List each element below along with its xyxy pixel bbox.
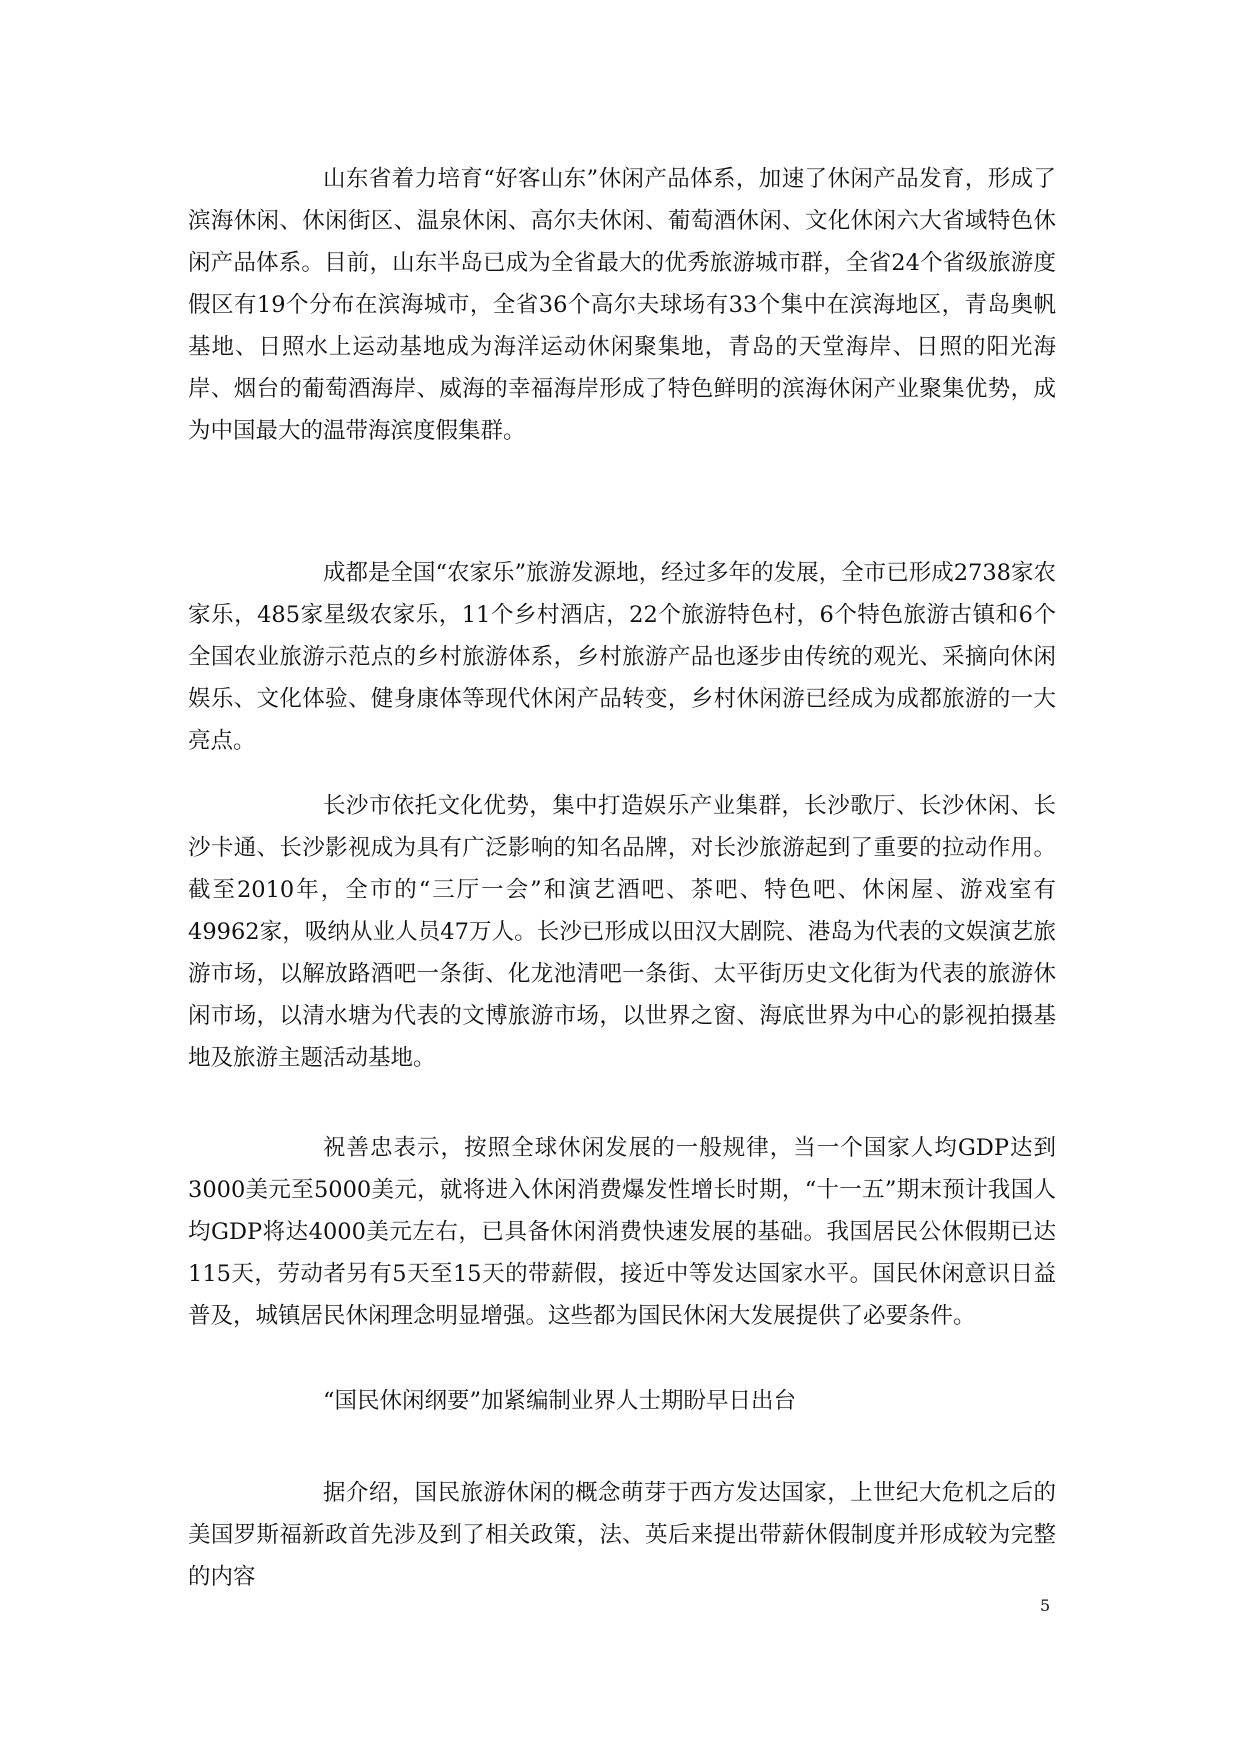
- paragraph-shandong: 山东省着力培育“好客山东”休闲产品体系，加速了休闲产品发育，形成了滨海休闲、休闲街区、温泉休闲、高尔夫休闲、葡萄酒休闲、文化休闲六大省域特色休闲产品体系。目前，山东半岛已成为全省最大的优秀旅游城市群，全省24个省级旅游度假区有19个分布在滨海城市，全省36个高尔夫球场有33个集中在滨海地区，青岛奥帆基地、日照水上运动基地成为海洋运动休闲聚集地，青岛的天堂海岸、日照的阳光海岸、烟台的葡萄酒海岸、威海的幸福海岸形成了特色鲜明的滨海休闲产业聚集优势，成为中国最大的温带海滨度假集群。: [188, 166, 1056, 444]
- paragraph-changsha: 长沙市依托文化优势，集中打造娱乐产业集群，长沙歌厅、长沙休闲、长沙卡通、长沙影视成为具有广泛影响的知名品牌，对长沙旅游起到了重要的拉动作用。截至2010年，全市的“三厅一会”和演艺酒吧、茶吧、特色吧、休闲屋、游戏室有49962家，吸纳从业人员47万人。长沙已形成以田汉大剧院、港岛为代表的文娱演艺旅游市场，以解放路酒吧一条街、化龙池清吧一条街、太平街历史文化街为代表的旅游休闲市场，以清水塘为代表的文博旅游市场，以世界之窗、海底世界为中心的影视拍摄基地及旅游主题活动基地。: [188, 793, 1056, 1071]
- page-number: 5: [1040, 1596, 1051, 1615]
- paragraph-zhu-shanzhong: 祝善忠表示，按照全球休闲发展的一般规律，当一个国家人均GDP达到3000美元至5000美元，就将进入休闲消费爆发性增长时期，“十一五”期末预计我国人均GDP将达4000美元左右，已具备休闲消费快速发展的基础。我国居民公休假期已达115天，劳动者另有5天至15天的带薪假，接近中等发达国家水平。国民休闲意识日益普及，城镇居民休闲理念明显增强。这些都为国民休闲大发展提供了必要条件。: [188, 1135, 1056, 1329]
- section-heading: “国民休闲纲要”加紧编制业界人士期盼早日出台: [323, 1388, 797, 1414]
- paragraph-chengdu: 成都是全国“农家乐”旅游发源地，经过多年的发展，全市已形成2738家农家乐，485家星级农家乐，11个乡村酒店，22个旅游特色村，6个特色旅游古镇和6个全国农业旅游示范点的乡村旅游体系，乡村旅游产品也逐步由传统的观光、采摘向休闲娱乐、文化体验、健身康体等现代休闲产品转变，乡村休闲游已经成为成都旅游的一大亮点。: [188, 560, 1056, 754]
- paragraph-introduction: 据介绍，国民旅游休闲的概念萌芽于西方发达国家，上世纪大危机之后的美国罗斯福新政首先涉及到了相关政策，法、英后来提出带薪休假制度并形成较为完整的内容: [188, 1480, 1056, 1590]
